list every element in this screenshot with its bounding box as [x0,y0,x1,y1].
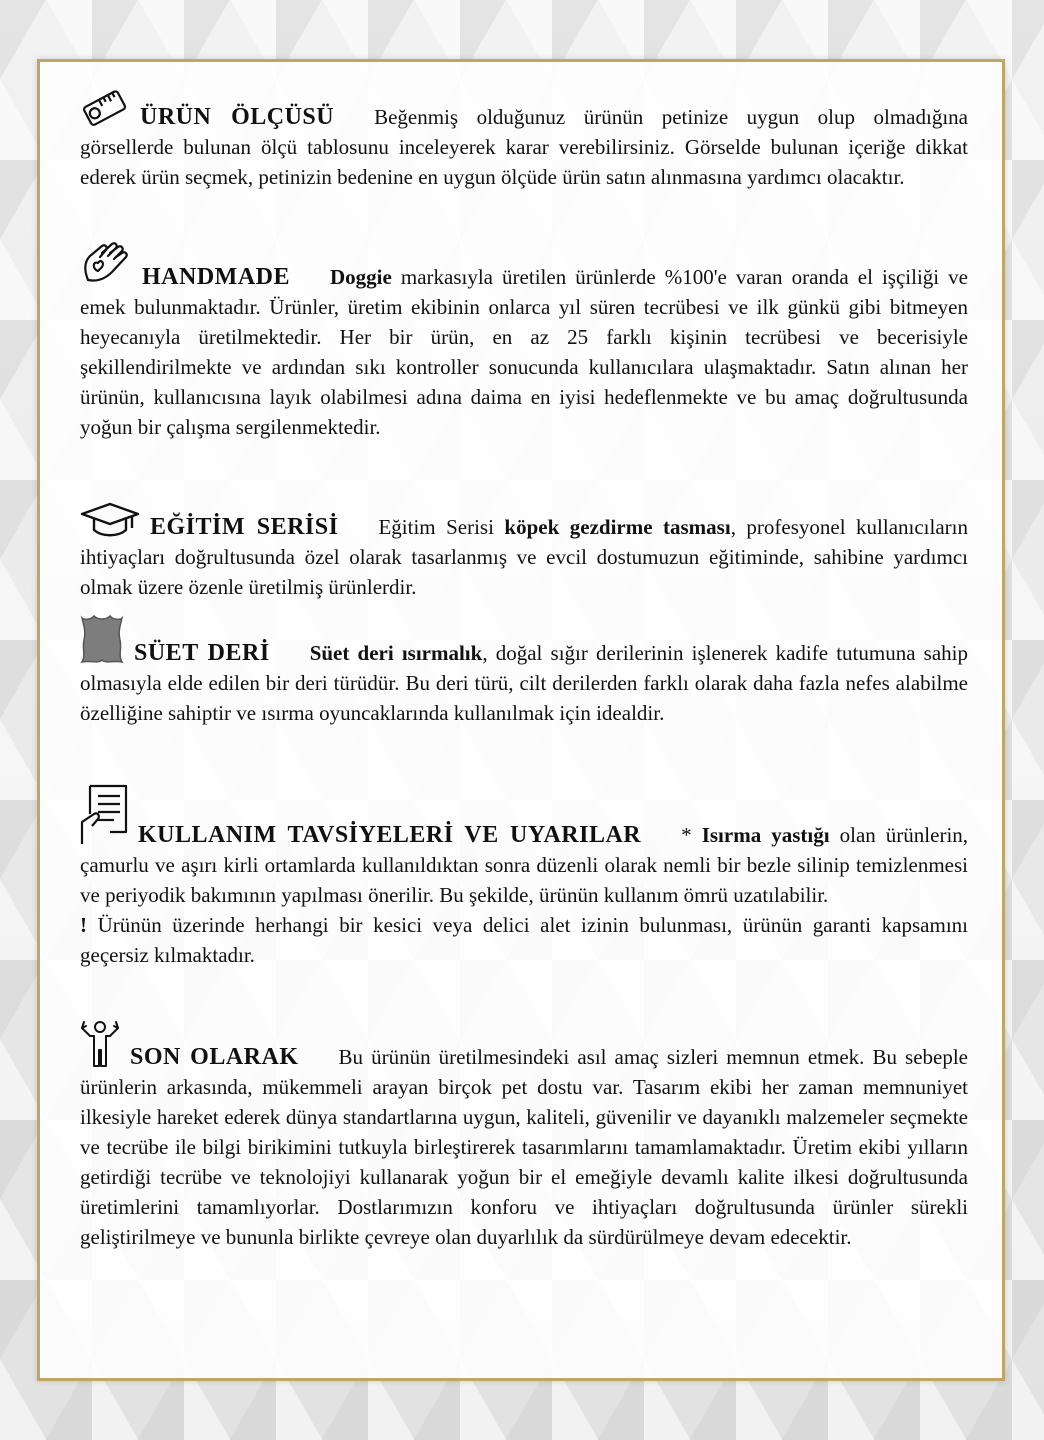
section-heading: ÜRÜN ÖLÇÜSÜ [140,104,335,130]
section-egitim-serisi [80,502,968,602]
section-suet-deri [80,614,968,728]
leather-hide-icon [80,614,124,664]
section-text: , doğal sığır derilerinin işlenerek kadife tutumuna sahip olmasıyla elde edilen bir deri türüdür. Bu deri türü, cilt derilerden farklı olarak daha fazla nefes alabilme özelliğine sahiptir ve ısırma oyuncaklarında kullanılmak için idealdir. [80,641,969,725]
section-heading: SON OLARAK [130,1044,299,1070]
section-handmade [80,240,968,442]
warning-text: Ürünün üzerinde herhangi bir kesici veya delici alet izinin bulunması, ürünün garanti kapsamını geçersiz kılmaktadır. [80,913,968,967]
section-heading: SÜET DERİ [134,640,270,666]
product-name: köpek gezdirme tasması [504,515,731,539]
product-name: Süet deri ısırmalık [309,641,483,665]
happy-person-icon [80,1020,120,1068]
section-text: Beğenmiş olduğunuz ürünün petinize uygun olup olmadığına görsellerde bulunan ölçü tablosunu inceleyerek karar verebilirsiniz. Görselde bulunan içeriğe dikkat ederek ürün seçmek, petinizin bedenine en uygun ölçüde ürün satın alınmasına yardımcı olacaktır. [80,105,968,189]
section-urun-olcusu [80,90,968,192]
section-text: Bu ürünün üretilmesindeki asıl amaç sizleri memnun etmek. Bu sebeple ürünlerin arkasında, mükemmeli arayan birçok pet dostu var. Tasarım ekibi her zaman memnuniyet ilkesiyle hareket ederek dünya standartlarına uygun, kaliteli, güvenilir ve dayanıklı malzemeler seçmekte ve tecrübe ile bilgi birikimini tutkuyla birleştirerek tasarımlarını tamamlamaktadır. Üretim ekibi yılların getirdiği tecrübe ve teknolojiyi kullanarak yoğun bir el emeğiyle devamlı kalite ilkesi doğrultusunda üretimlerini tamamlıyorlar. Dostlarımızın konforu ve ihtiyaçları doğrultusunda ürünler sürekli geliştirilmeye ve bununla birlikte çevreye olan duyarlılık da sürdürülmeye devam edecektir. [80,1045,968,1249]
section-son-olarak [80,1020,968,1252]
section-text-pre: Eğitim Serisi [378,515,505,539]
section-heading: KULLANIM TAVSİYELERİ VE UYARILAR [138,822,642,848]
hand-heart-icon [80,240,132,288]
content-frame [37,59,1005,1381]
graduation-cap-icon [80,502,140,538]
section-heading: HANDMADE [142,264,290,290]
section-text: markasıyla üretilen ürünlerde %100'e varan oranda el işçiliği ve emek bulunmaktadır. Ürünler, üretim ekibinin onlarca yıl süren tecrübesi ve ilk günkü gibi bitmeyen heyecanıyla üretilmektedir. Her bir ürün, en az 25 farklı kişinin tecrübesi ve becerisiyle şekillendirilmekte ve ardından sıkı kontroller sonucunda kullanıcılara ulaşmaktadır. Satın alınan her ürünün, kullanıcısına layık olabilmesi adına daima en iyisi hedeflenmekte ve bu amaç doğrultusunda yoğun bir çalışma sergilenmektedir. [80,265,968,439]
product-name: Isırma yastığı [701,823,830,847]
section-kullanim-tavsiyeleri [80,784,968,970]
section-text: olan ürünlerin, çamurlu ve aşırı kirli ortamlarda kullanıldıktan sonra düzenli olarak nemli bir bezle silinip temizlenmesi ve periyodik bakımının yapılması önerilir. Bu şekilde, ürünün kullanım ömrü uzatılabilir. [80,823,969,907]
document-hand-icon [80,784,128,846]
section-heading: EĞİTİM SERİSİ [150,514,339,540]
star-mark: * [681,823,702,847]
section-text: , profesyonel kullanıcıların ihtiyaçları doğrultusunda özel olarak tasarlanmış ve evcil dostumuzun eğitiminde, sahibine yardımcı olmak üzere özenle üretilmiş ürünlerdir. [80,515,968,599]
warning-line [80,910,968,970]
brand-name: Doggie [330,265,392,289]
ruler-tape-icon [80,90,130,128]
warning-mark: ! [80,913,87,937]
